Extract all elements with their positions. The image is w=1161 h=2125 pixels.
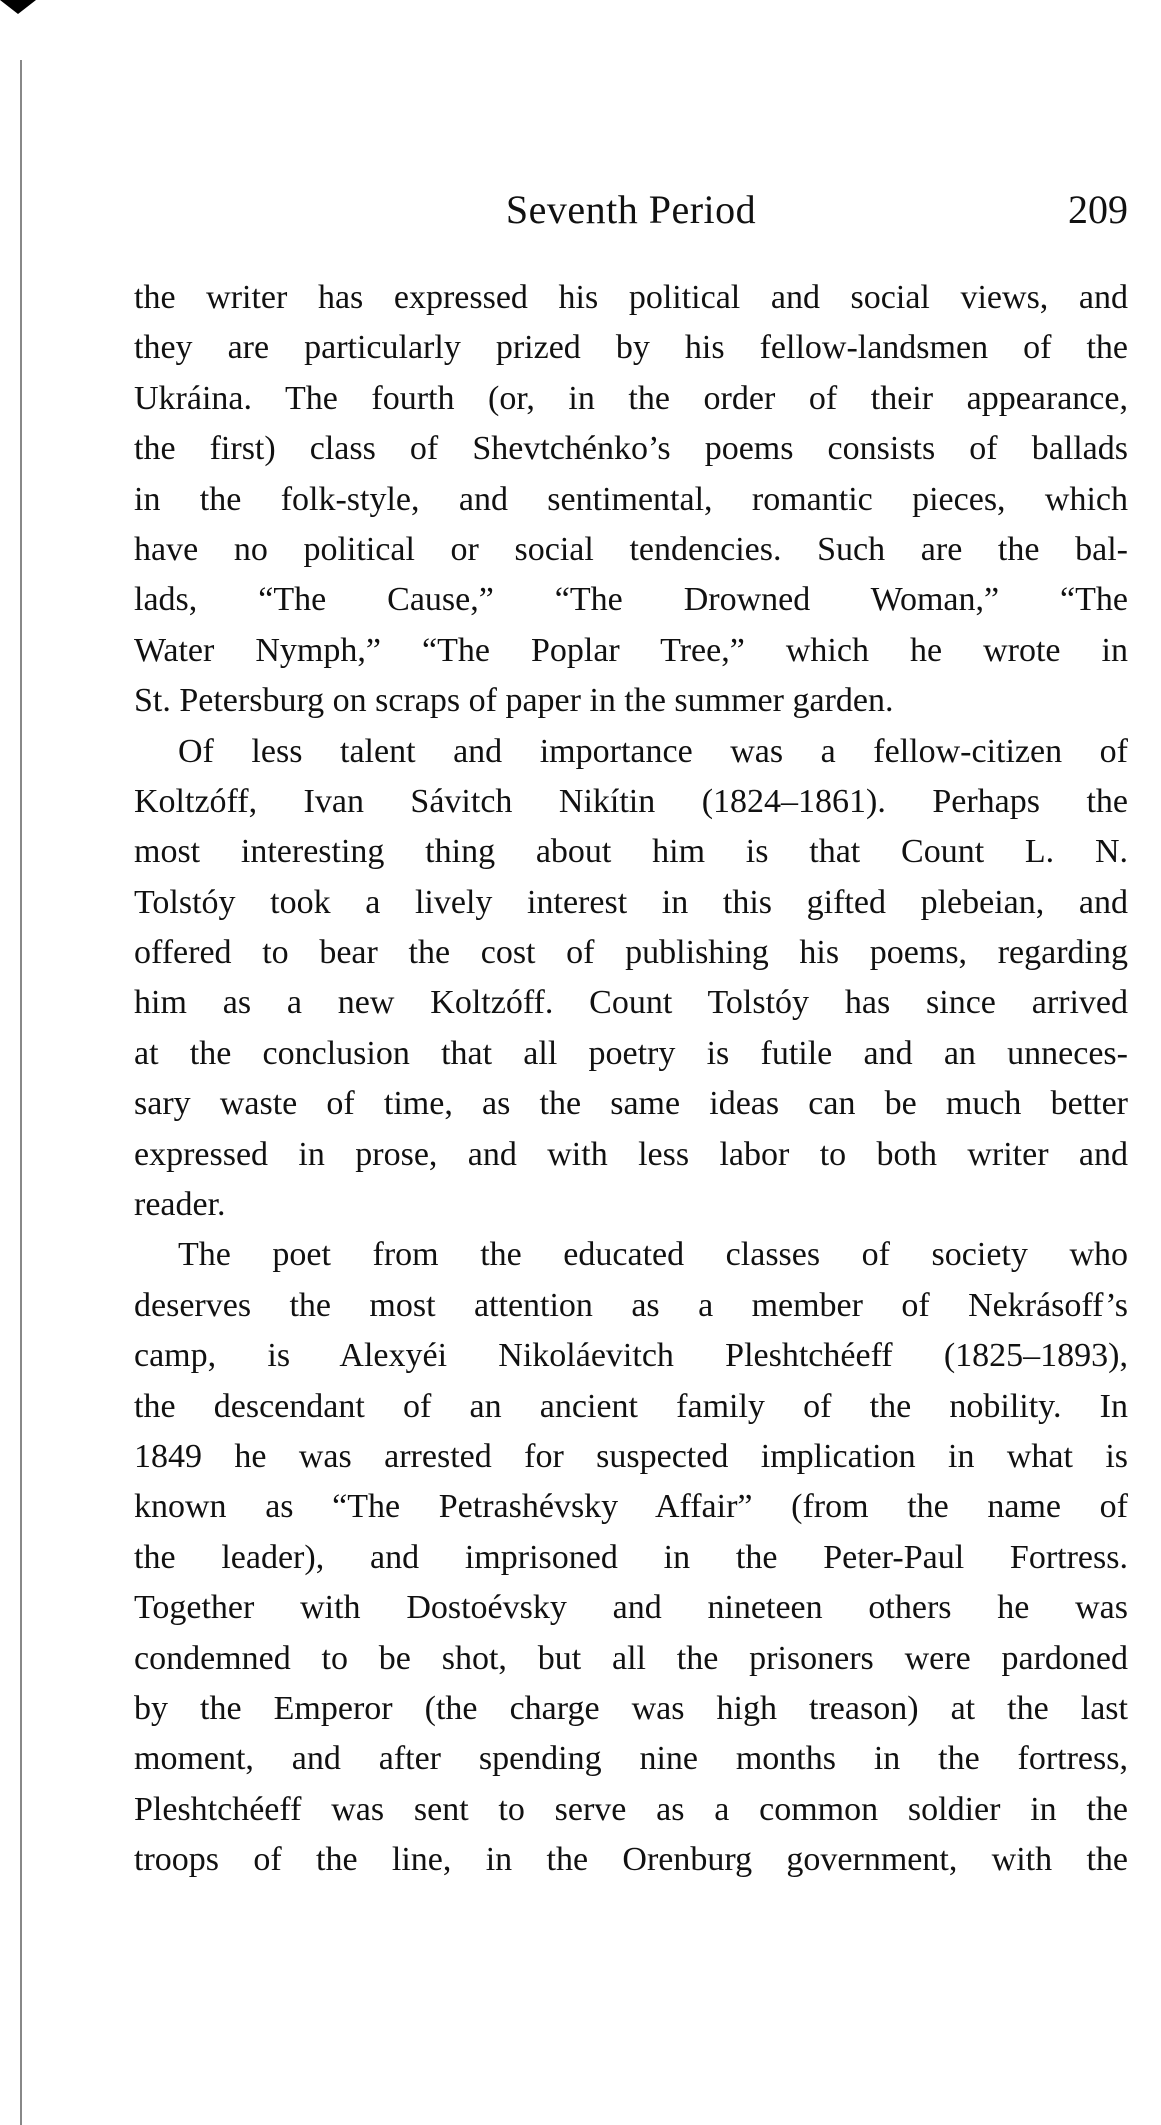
text-line: deserves the most attention as a member of Nekrásoff’s xyxy=(134,1286,1128,1324)
text-line: at the conclusion that all poetry is futile and an unneces- xyxy=(134,1034,1128,1072)
paragraph xyxy=(134,1230,1128,1885)
text-line: Together with Dostoévsky and nineteen others he was xyxy=(134,1589,1128,1627)
text-line: expressed in prose, and with less labor to both writer and xyxy=(134,1135,1128,1173)
text-line: most interesting thing about him is that Count L. N. xyxy=(134,833,1128,871)
text-line: they are particularly prized by his fellow-landsmen of the xyxy=(134,329,1128,367)
text-line: known as “The Petrashévsky Affair” (from the name of xyxy=(134,1488,1128,1526)
text-line: the first) class of Shevtchénko’s poems consists of ballads xyxy=(134,430,1128,468)
text-line: him as a new Koltzóff. Count Tolstóy has since arrived xyxy=(134,984,1128,1022)
scan-corner-mark xyxy=(0,0,36,14)
paragraph xyxy=(134,727,1128,1231)
text-line: Of less talent and importance was a fellow-citizen of xyxy=(178,732,1128,770)
text-line: the writer has expressed his political and social views, and xyxy=(134,279,1128,316)
text-line: The poet from the educated classes of society who xyxy=(178,1236,1128,1274)
scan-margin-line xyxy=(20,60,22,2125)
text-line: reader. xyxy=(134,1186,226,1224)
text-line: lads, “The Cause,” “The Drowned Woman,” “The xyxy=(134,581,1128,619)
text-line: Koltzóff, Ivan Sávitch Nikítin (1824–1861). Perhaps the xyxy=(134,782,1128,820)
text-line: troops of the line, in the Orenburg government, with the xyxy=(134,1841,1128,1879)
text-line: the leader), and imprisoned in the Peter-Paul Fortress. xyxy=(134,1538,1128,1576)
text-line: St. Petersburg on scraps of paper in the summer garden. xyxy=(134,682,894,720)
text-line: Ukráina. The fourth (or, in the order of their appearance, xyxy=(134,379,1128,417)
running-title: Seventh Period xyxy=(505,187,757,232)
text-line: condemned to be shot, but all the prisoners were pardoned xyxy=(134,1639,1128,1677)
text-line: in the folk-style, and sentimental, romantic pieces, which xyxy=(134,480,1128,518)
text-line: have no political or social tendencies. Such are the bal- xyxy=(134,530,1128,568)
text-line: camp, is Alexyéi Nikoláevitch Pleshtchéeff (1825–1893), xyxy=(134,1337,1128,1375)
text-line: Water Nymph,” “The Poplar Tree,” which he wrote in xyxy=(134,631,1128,669)
text-line: moment, and after spending nine months in the fortress, xyxy=(134,1740,1128,1778)
text-line: offered to bear the cost of publishing his poems, regarding xyxy=(134,934,1128,972)
page-header xyxy=(134,186,1128,236)
text-line: the descendant of an ancient family of the nobility. In xyxy=(134,1387,1128,1425)
page-number: 209 xyxy=(1068,187,1128,232)
body-text xyxy=(134,273,1128,1886)
paragraph xyxy=(134,273,1128,727)
text-line: by the Emperor (the charge was high treason) at the last xyxy=(134,1689,1128,1727)
text-line: 1849 he was arrested for suspected implication in what is xyxy=(134,1437,1128,1475)
text-line: sary waste of time, as the same ideas can be much better xyxy=(134,1085,1128,1123)
text-line: Pleshtchéeff was sent to serve as a common soldier in the xyxy=(134,1790,1128,1828)
text-line: Tolstóy took a lively interest in this gifted plebeian, and xyxy=(134,883,1128,921)
